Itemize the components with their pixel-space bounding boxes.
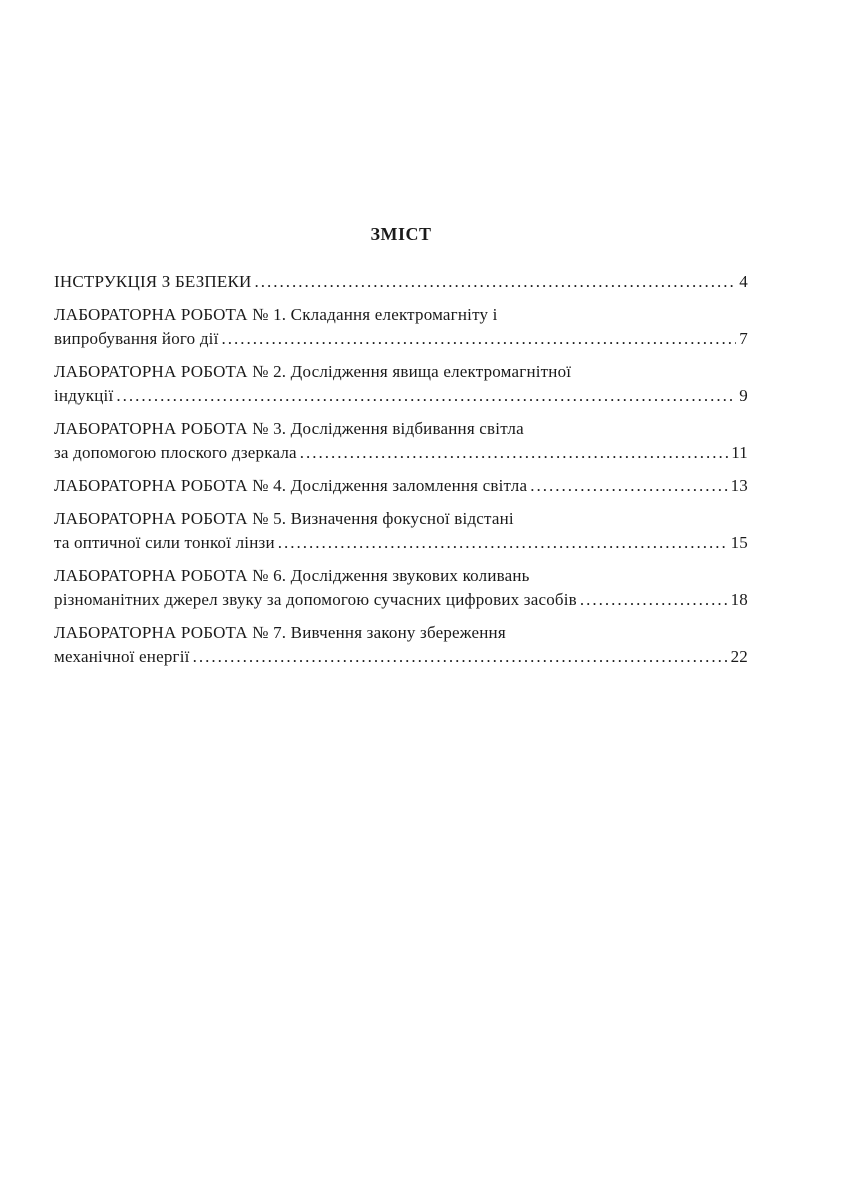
toc-page-number: 18	[730, 590, 748, 609]
toc-page-number: 13	[730, 476, 748, 495]
toc-entry-lab-1[interactable]	[54, 303, 748, 351]
toc-entry-title-line1: ЛАБОРАТОРНА РОБОТА № 2. Дослідження явища електромагнітної	[54, 362, 572, 381]
toc-entry-safety[interactable]	[54, 270, 748, 294]
leader-dots	[278, 531, 728, 555]
toc-entry-line	[54, 588, 748, 612]
toc-page-number: 22	[730, 647, 748, 666]
toc-entry-lab-4[interactable]	[54, 474, 748, 498]
toc-title: ЗМІСТ	[370, 224, 432, 244]
toc-entry-line	[54, 384, 748, 408]
toc-page-number: 4	[739, 272, 748, 291]
toc-page-number: 7	[739, 329, 748, 348]
toc-entry-lab-2[interactable]	[54, 360, 748, 408]
toc-entry-line	[54, 270, 748, 294]
toc-entry-title-line2: механічної енергії	[54, 647, 190, 666]
toc-entry-line	[54, 645, 748, 669]
leader-dots	[530, 474, 727, 498]
toc-entry-title-line2: різноманітних джерел звуку за допомогою сучасних цифрових засобів	[54, 590, 577, 609]
toc-entry-lab-7[interactable]	[54, 621, 748, 669]
leader-dots	[193, 645, 728, 669]
toc-entry-line	[54, 474, 748, 498]
toc-entry-title-line2: випробування його дії	[54, 329, 219, 348]
toc-entry-lab-5[interactable]	[54, 507, 748, 555]
toc-entry-line	[54, 327, 748, 351]
toc-entry-title-line1: ЛАБОРАТОРНА РОБОТА № 7. Вивчення закону збереження	[54, 623, 506, 642]
toc-entry-title-line2: за допомогою плоского дзеркала	[54, 443, 297, 462]
toc-entry-lab-3[interactable]	[54, 417, 748, 465]
toc-entry-title-line1: ЛАБОРАТОРНА РОБОТА № 5. Визначення фокусної відстані	[54, 509, 514, 528]
toc-entry-lab-6[interactable]	[54, 564, 748, 612]
toc-page	[54, 222, 748, 678]
leader-dots	[580, 588, 728, 612]
toc-entry-line	[54, 531, 748, 555]
toc-entry-title-line1: ЛАБОРАТОРНА РОБОТА № 1. Складання електромагніту і	[54, 305, 498, 324]
toc-list	[54, 270, 748, 669]
toc-entry-line	[54, 441, 748, 465]
leader-dots	[300, 441, 728, 465]
toc-entry-title: ЛАБОРАТОРНА РОБОТА № 4. Дослідження заломлення світла	[54, 476, 528, 495]
toc-page-number: 15	[730, 533, 748, 552]
toc-entry-title-line2: та оптичної сили тонкої лінзи	[54, 533, 275, 552]
leader-dots	[255, 270, 737, 294]
toc-page-number: 9	[739, 386, 748, 405]
toc-entry-title: ІНСТРУКЦІЯ З БЕЗПЕКИ	[54, 272, 252, 291]
toc-entry-title-line2: індукції	[54, 386, 114, 405]
toc-page-number: 11	[731, 443, 748, 462]
toc-entry-title-line1: ЛАБОРАТОРНА РОБОТА № 6. Дослідження звукових коливань	[54, 566, 530, 585]
leader-dots	[116, 384, 736, 408]
leader-dots	[222, 327, 737, 351]
toc-entry-title-line1: ЛАБОРАТОРНА РОБОТА № 3. Дослідження відбивання світла	[54, 419, 524, 438]
